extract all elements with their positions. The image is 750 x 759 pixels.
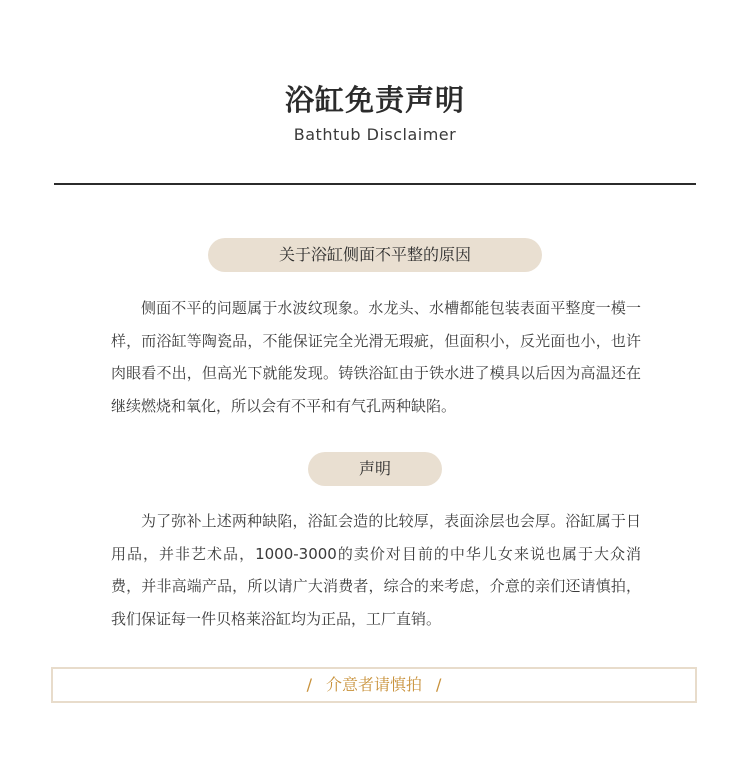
- section-body-statement: 为了弥补上述两种缺陷，浴缸会造的比较厚，表面涂层也会厚。浴缸属于日用品，并非艺术品，1000-3000的卖价对目前的中华儿女来说也属于大众消费，并非高端产品，所以请广大消费者，综合的来考虑，介意的亲们还请慎拍，我们保证每一件贝格莱浴缸均为正品，工厂直销。: [111, 512, 641, 629]
- notice-slash-right: /: [436, 675, 442, 694]
- notice-slash-left: /: [306, 675, 312, 694]
- notice-box: [51, 667, 697, 703]
- notice-text: 介意者请慎拍: [325, 675, 422, 694]
- header-divider: [54, 183, 696, 185]
- page-title: 浴缸免责声明: [284, 83, 465, 117]
- section-heading-uneven-sides: 关于浴缸侧面不平整的原因: [208, 238, 542, 272]
- section-body-uneven-sides: 侧面不平的问题属于水波纹现象。水龙头、水槽都能包装表面平整度一模一样，而浴缸等陶瓷品，不能保证完全光滑无瑕疵，但面积小，反光面也小，也许肉眼看不出，但高光下就能发现。铸铁浴缸由于铁水进了模具以后因为高温还在继续燃烧和氧化，所以会有不平和有气孔两种缺陷。: [111, 299, 641, 416]
- section-heading-statement: 声明: [308, 452, 442, 486]
- page-subtitle: Bathtub Disclaimer: [293, 125, 457, 144]
